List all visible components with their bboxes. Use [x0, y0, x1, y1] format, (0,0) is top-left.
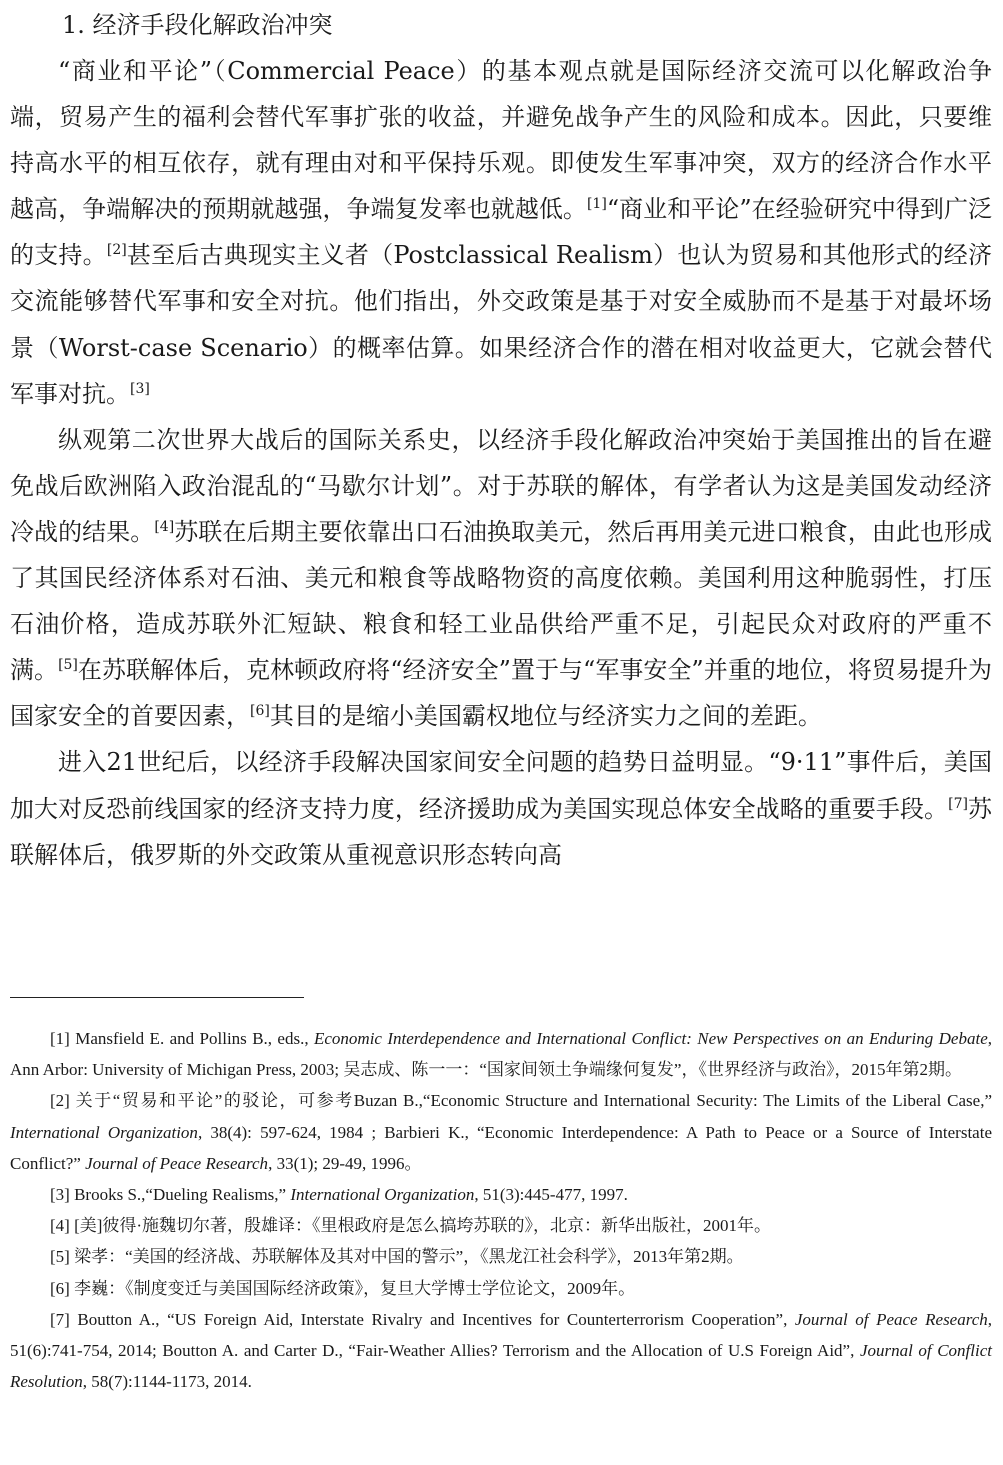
footnote-3: [3] Brooks S.,“Dueling Realisms,” International Organization, 51(3):445-477, 1997.: [50, 1185, 628, 1205]
footnote-ref-3[interactable]: [3]: [130, 380, 150, 397]
paragraph-postwar-history: 纵观第二次世界大战后的国际关系史，以经济手段化解政治冲突始于美国推出的旨在避免战后欧洲陷入政治混乱的“马歇尔计划”。对于苏联的解体，有学者认为这是美国发动经济冷战的结果。[4]苏联在后期主要依靠出口石油换取美元，然后再用美元进口粮食，由此也形成了其国民经济体系对石油、美元和粮食等战略物资的高度依赖。美国利用这种脆弱性，打压石油价格，造成苏联外汇短缺、粮食和轻工业品供给严重不足，引起民众对政府的严重不满。[5]在苏联解体后，克林顿政府将“经济安全”置于与“军事安全”并重的地位，将贸易提升为国家安全的首要因素，[6]其目的是缩小美国霸权地位与经济实力之间的差距。: [10, 425, 993, 731]
footnote-ref-4[interactable]: [4]: [154, 518, 175, 535]
footnote-ref-5[interactable]: [5]: [58, 657, 78, 674]
footnote-ref-6[interactable]: [6]: [250, 703, 270, 720]
paragraph-21st-century: 进入21世纪后，以经济手段解决国家间安全问题的趋势日益明显。“9·11”事件后，美国加大对反恐前线国家的经济支持力度，经济援助成为美国实现总体安全战略的重要手段。[7]苏联解体后，俄罗斯的外交政策从重视意识形态转向高: [10, 748, 993, 869]
footnote-2: [2] 关于“贸易和平论”的驳论，可参考Buzan B.,“Economic Structure and International Security: The Limits of the Liberal Case,” International Organization, 38(4): 597-624, 1984 ; Barbieri K., “Economic Interdependence: A Path to Peace or a Source of Interstate Conflict?” Journal of Peace Research, 33(1); 29-49, 1996。: [10, 1091, 992, 1173]
footnote-divider: [10, 997, 304, 998]
paragraph-commercial-peace: “商业和平论”（Commercial Peace）的基本观点就是国际经济交流可以化解政治争端，贸易产生的福利会替代军事扩张的收益，并避免战争产生的风险和成本。因此，只要维持高水平的相互依存，就有理由对和平保持乐观。即使发生军事冲突，双方的经济合作水平越高，争端解决的预期就越强，争端复发率也就越低。[1]“商业和平论”在经验研究中得到广泛的支持。[2]甚至后古典现实主义者（Postclassical Realism）也认为贸易和其他形式的经济交流能够替代军事和安全对抗。他们指出，外交政策是基于对安全威胁而不是基于对最坏场景（Worst-case Scenario）的概率估算。如果经济合作的潜在相对收益更大，它就会替代军事对抗。[3]: [10, 57, 992, 408]
footnote-6: [6] 李巍：《制度变迁与美国国际经济政策》，复旦大学博士学位论文，2009年。: [50, 1278, 636, 1298]
footnote-ref-7[interactable]: [7]: [948, 795, 968, 812]
footnotes: [10, 1023, 992, 1397]
footnote-1: [1] Mansfield E. and Pollins B., eds., Economic Interdependence and International Conflict: New Perspectives on an Enduring Debate, Ann Arbor: University of Michigan Press, 2003; 吴志成、陈一一：“国家间领土争端缘何复发”，《世界经济与政治》，2015年第2期。: [10, 1029, 992, 1080]
footnote-ref-2[interactable]: [2]: [106, 242, 127, 259]
footnote-5: [5] 梁孝：“美国的经济战、苏联解体及其对中国的警示”，《黑龙江社会科学》，2013年第2期。: [50, 1247, 744, 1267]
footnote-7: [7] Boutton A., “US Foreign Aid, Interstate Rivalry and Incentives for Counterterrorism Cooperation”, Journal of Peace Research, 51(6):741-754, 2014; Boutton A. and Carter D., “Fair-Weather Allies? Terrorism and the Allocation of U.S Foreign Aid”, Journal of Conflict Resolution, 58(7):1144-1173, 2014.: [10, 1309, 993, 1392]
footnote-ref-1[interactable]: [1]: [586, 196, 607, 213]
body-text: [10, 48, 992, 878]
section-heading: 1. 经济手段化解政治冲突: [62, 11, 333, 39]
footnote-4: [4] [美]彼得·施魏切尔著，殷雄译：《里根政府是怎么搞垮苏联的》，北京：新华出版社，2001年。: [50, 1216, 772, 1236]
